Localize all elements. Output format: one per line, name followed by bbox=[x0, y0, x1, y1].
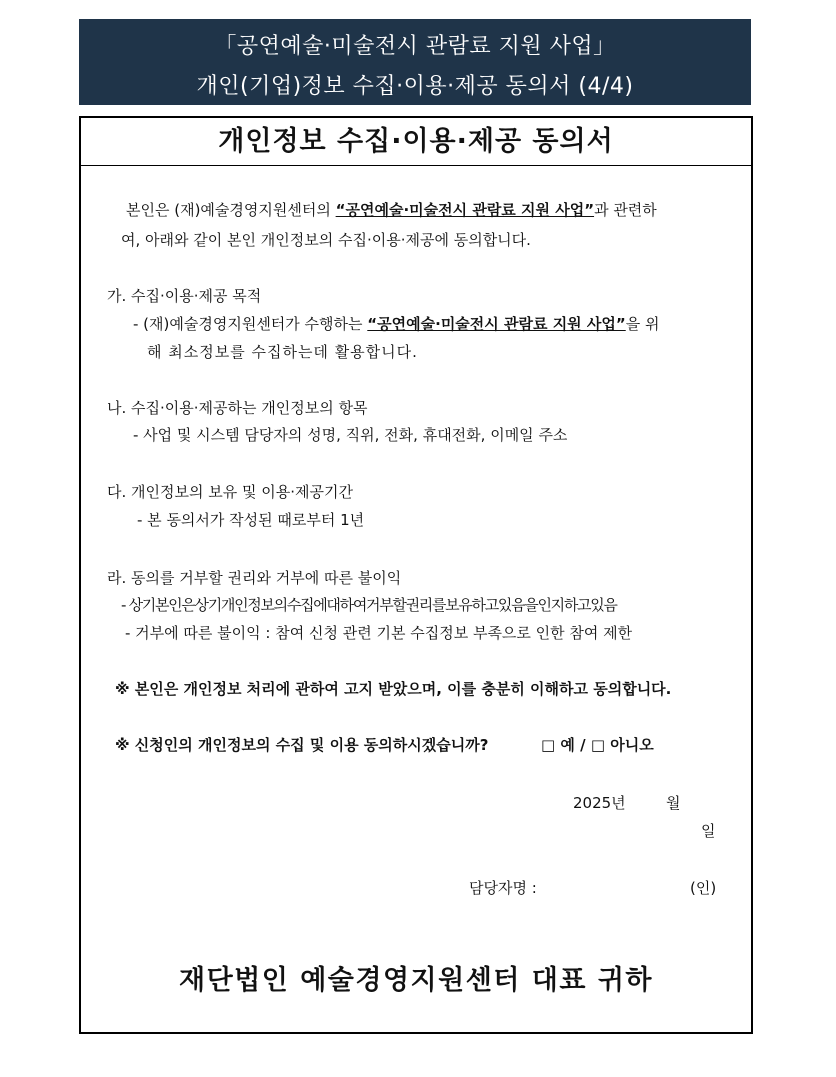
consent-question: ※ 신청인의 개인정보의 수집 및 이용 동의하시겠습니까? bbox=[115, 736, 489, 754]
intro-line-2: 여, 아래와 같이 본인 개인정보의 수집·이용·제공에 동의합니다. bbox=[121, 231, 531, 249]
option-separator: / bbox=[574, 736, 591, 754]
signature-label: 담당자명 : bbox=[469, 879, 537, 897]
intro-line-1 bbox=[126, 200, 657, 220]
section-ra-item-1: - 상기본인은상기개인정보의수집에대하여거부할권리를보유하고있음을인지하고있음 bbox=[121, 596, 617, 614]
form-title: 개인정보 수집·이용·제공 동의서 bbox=[81, 118, 751, 166]
section-ra-heading: 라. 동의를 거부할 권리와 거부에 따른 불이익 bbox=[107, 569, 402, 587]
section-ga-heading: 가. 수집·이용·제공 목적 bbox=[107, 287, 262, 305]
option-yes-checkbox[interactable]: □ 예 bbox=[541, 736, 575, 754]
section-da-item: - 본 동의서가 작성된 때로부터 1년 bbox=[137, 511, 365, 529]
ga-project-name: “공연예술·미술전시 관람료 지원 사업” bbox=[367, 315, 626, 333]
ga-pre: - (재)예술경영지원센터가 수행하는 bbox=[133, 315, 368, 333]
addressee-footer: 재단법인 예술경영지원센터 대표 귀하 bbox=[178, 965, 653, 996]
banner-subtitle: 개인(기업)정보 수집·이용·제공 동의서 (4/4) bbox=[196, 74, 634, 99]
date-year: 2025년 bbox=[573, 794, 626, 812]
option-no-checkbox[interactable]: □ 아니오 bbox=[590, 736, 654, 754]
section-na-item: - 사업 및 시스템 담당자의 성명, 직위, 전화, 휴대전화, 이메일 주소 bbox=[133, 426, 568, 444]
section-da-heading: 다. 개인정보의 보유 및 이용·제공기간 bbox=[107, 483, 353, 501]
consent-form-box bbox=[79, 116, 753, 1034]
consent-options bbox=[541, 735, 654, 755]
section-ra-item-2: - 거부에 따른 불이익 : 참여 신청 관련 기본 수집정보 부족으로 인한 참여 제한 bbox=[125, 624, 633, 642]
section-ga-item-line-2: 해 최소정보를 수집하는데 활용합니다. bbox=[147, 343, 418, 361]
section-na-heading: 나. 수집·이용·제공하는 개인정보의 항목 bbox=[107, 399, 368, 417]
ga-post: 을 위 bbox=[625, 315, 660, 333]
consent-notice: ※ 본인은 개인정보 처리에 관하여 고지 받았으며, 이를 충분히 이해하고 동의합니다. bbox=[115, 680, 672, 698]
intro-post: 과 관련하 bbox=[594, 201, 657, 219]
signature-seal: (인) bbox=[690, 879, 717, 897]
document-banner bbox=[79, 19, 751, 105]
intro-pre: 본인은 (재)예술경영지원센터의 bbox=[126, 201, 336, 219]
intro-project-name: “공연예술·미술전시 관람료 지원 사업” bbox=[335, 201, 595, 219]
date-month: 월 bbox=[666, 794, 681, 812]
banner-title: 「공연예술·미술전시 관람료 지원 사업」 bbox=[214, 34, 616, 59]
section-ga-item-line-1 bbox=[133, 314, 659, 334]
date-day: 일 bbox=[701, 822, 716, 840]
